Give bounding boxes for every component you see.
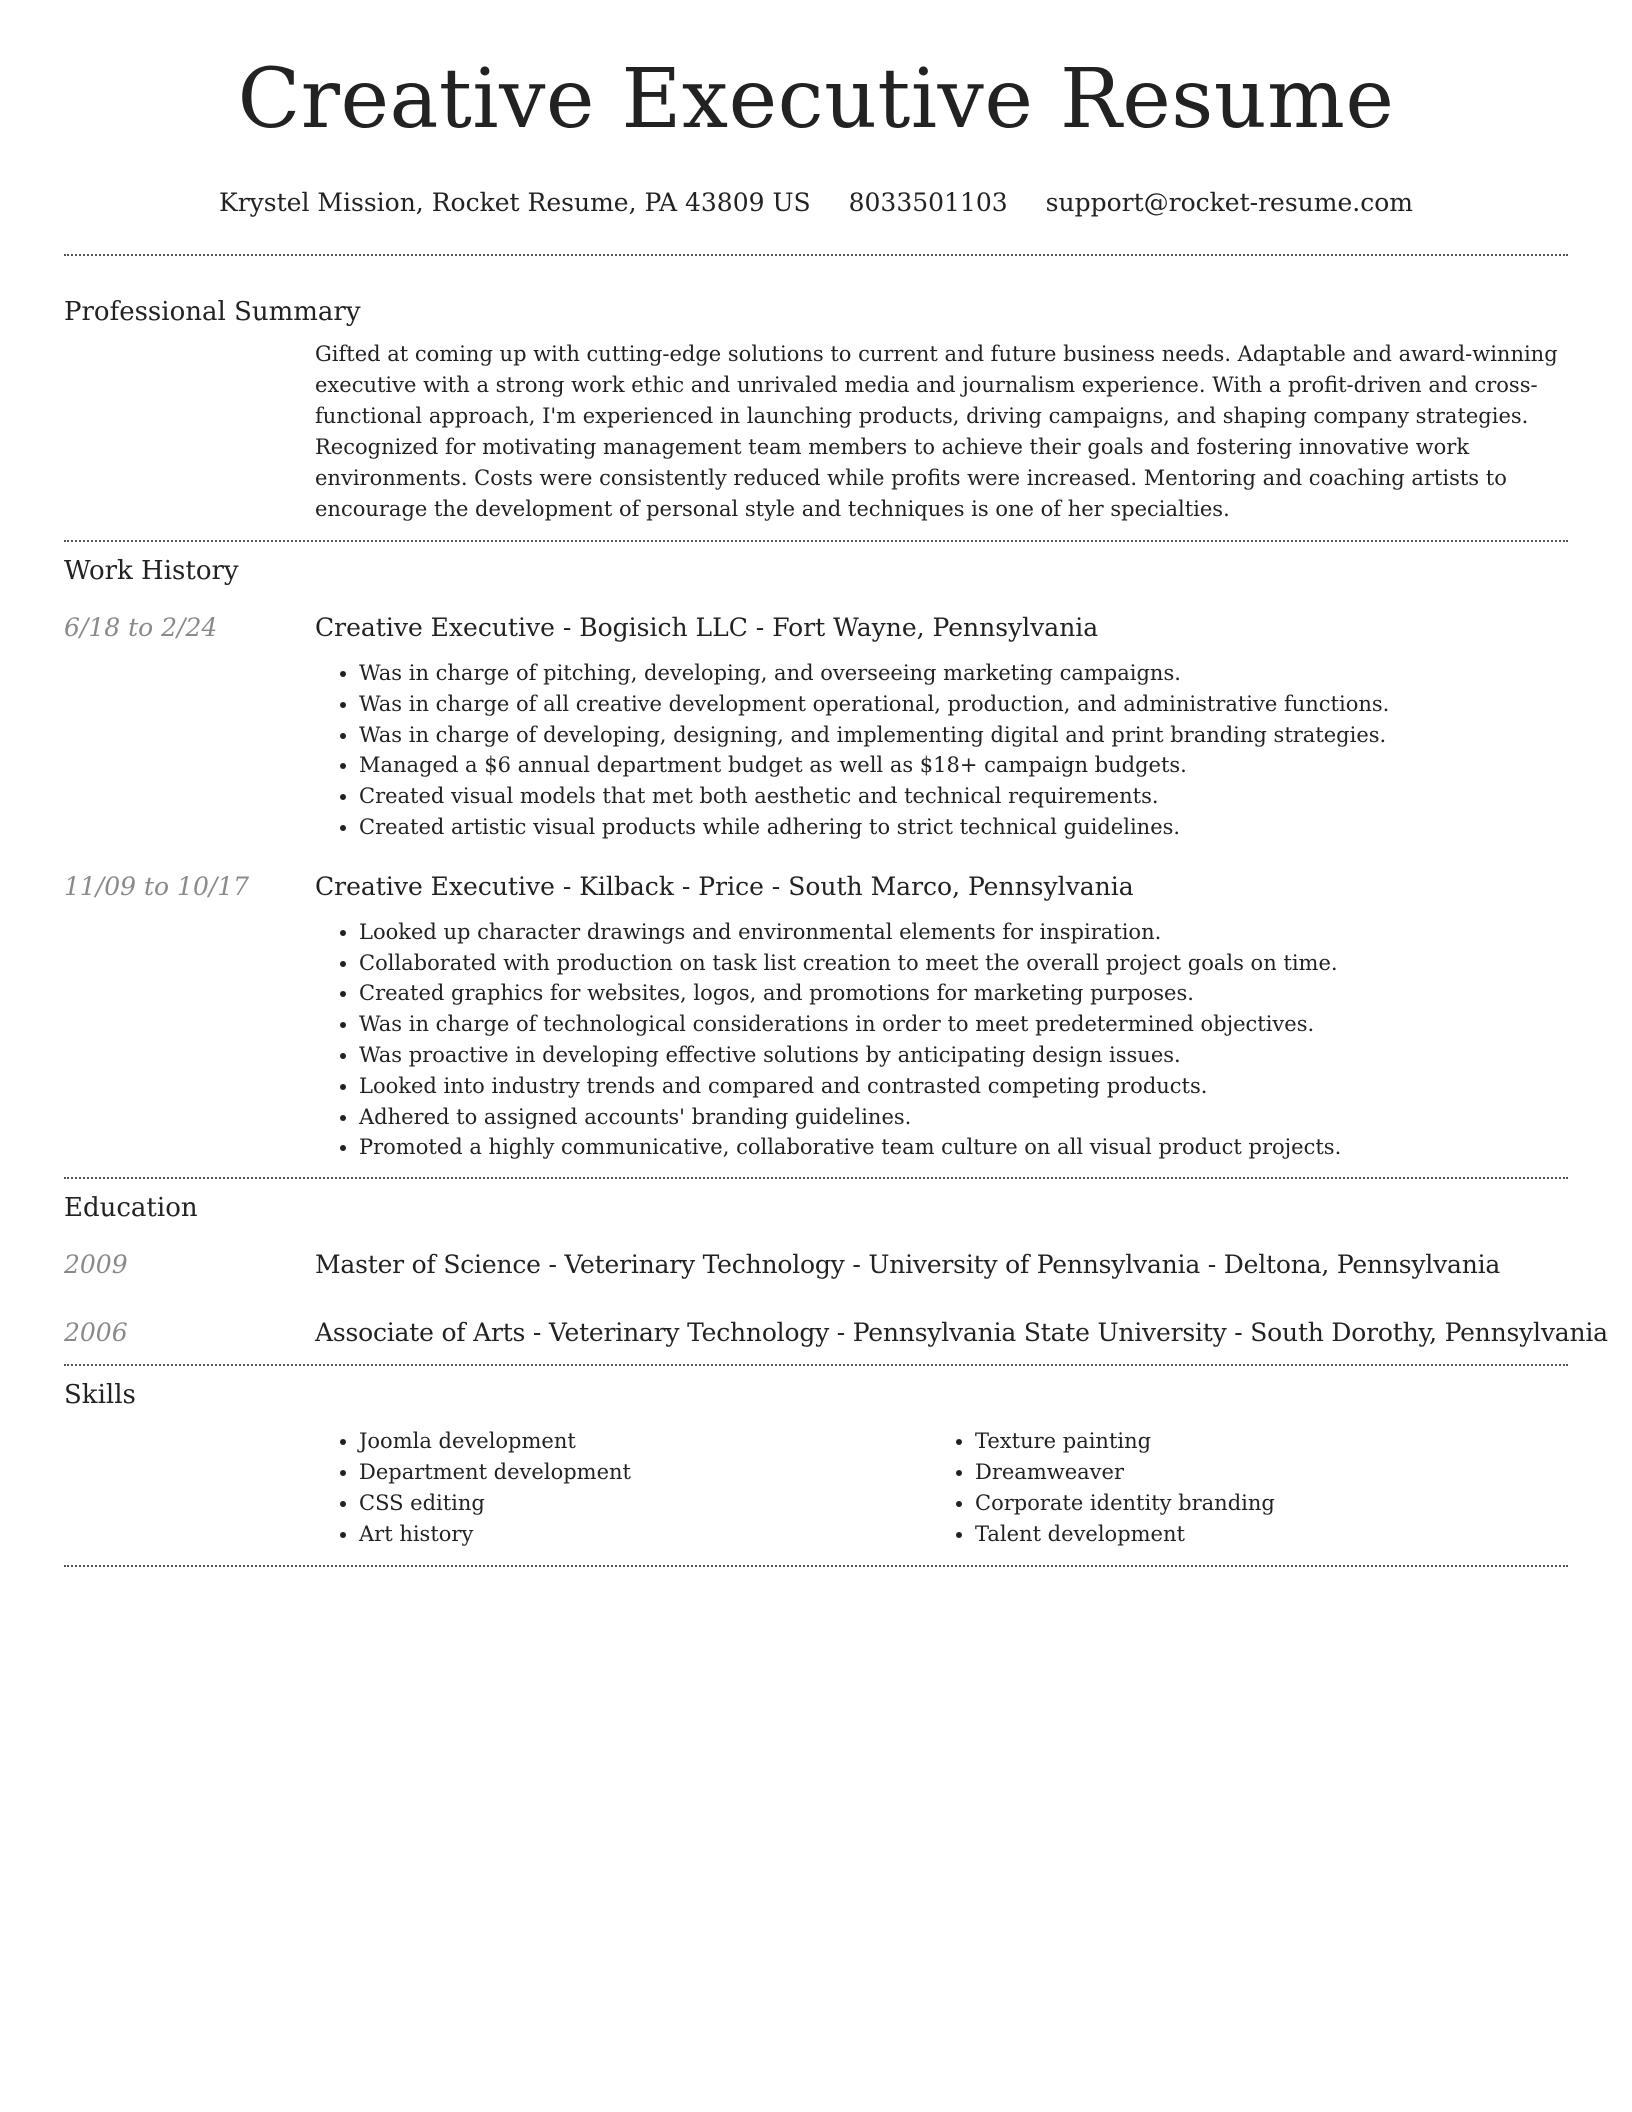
education-degree: Master of Science - Veterinary Technology xyxy=(315,1250,845,1280)
section-divider xyxy=(64,1565,1568,1567)
education-year: 2009 xyxy=(64,1250,128,1280)
job-dates: 6/18 to 2/24 xyxy=(64,613,218,642)
job-duty: • Was in charge of pitching, developing, and overseeing marketing campaigns. xyxy=(359,658,1568,689)
job-title: Creative Executive - Kilback - Price - South Marco, Pennsylvania xyxy=(315,871,1134,901)
education-title xyxy=(315,1318,1608,1348)
job-duty: • Was in charge of technological considerations in order to meet predetermined objectives. xyxy=(359,1009,1568,1040)
skill-item: • Art history xyxy=(359,1519,931,1550)
education-degree: Associate of Arts - Veterinary Technology xyxy=(315,1318,830,1348)
job-title: Creative Executive - Bogisich LLC - Fort Wayne, Pennsylvania xyxy=(315,613,1099,642)
section-divider xyxy=(64,540,1568,542)
education-entry xyxy=(64,1318,1608,1348)
education-title xyxy=(315,1250,1500,1280)
resume-page xyxy=(64,0,1608,1567)
job-duty: • Looked up character drawings and environmental elements for inspiration. xyxy=(359,917,1568,948)
job-duty: • Looked into industry trends and compared and contrasted competing products. xyxy=(359,1071,1568,1102)
section-divider xyxy=(64,1177,1568,1179)
contact-phone: 8033501103 xyxy=(848,188,1008,217)
skill-item: • Corporate identity branding xyxy=(975,1488,1547,1519)
job-dates: 11/09 to 10/17 xyxy=(64,871,250,901)
job-duty: • Was in charge of developing, designing, and implementing digital and print branding strategies. xyxy=(359,720,1568,751)
job-duties xyxy=(64,658,1568,843)
skill-item: • CSS editing xyxy=(359,1488,931,1519)
work-history-heading: Work History xyxy=(64,556,239,586)
education-heading: Education xyxy=(64,1193,198,1224)
skills-column-left xyxy=(315,1426,931,1550)
skill-item: • Joomla development xyxy=(359,1426,931,1457)
job-duty: • Was proactive in developing effective solutions by anticipating design issues. xyxy=(359,1040,1568,1071)
job-duty: • Managed a $6 annual department budget as well as $18+ campaign budgets. xyxy=(359,750,1568,781)
skill-item: • Dreamweaver xyxy=(975,1457,1547,1488)
job-duties xyxy=(64,917,1568,1163)
job-duty: • Collaborated with production on task list creation to meet the overall project goals on time. xyxy=(359,948,1568,979)
job-duty: • Created graphics for websites, logos, and promotions for marketing purposes. xyxy=(359,978,1568,1009)
job-duty: • Was in charge of all creative development operational, production, and administrative functions. xyxy=(359,689,1568,720)
education-school: - Pennsylvania State University - South Dorothy, Pennsylvania xyxy=(829,1318,1608,1348)
job-duty: • Adhered to assigned accounts' branding guidelines. xyxy=(359,1102,1568,1133)
education-year: 2006 xyxy=(64,1318,128,1348)
job-duty: • Created artistic visual products while adhering to strict technical guidelines. xyxy=(359,812,1568,843)
contact-email: support@rocket-resume.com xyxy=(1045,188,1413,217)
job-entry xyxy=(64,613,1568,843)
skills-column-right xyxy=(931,1426,1547,1550)
summary-text: Gifted at coming up with cutting-edge solutions to current and future business needs. Adaptable and award-winning executive with a strong work ethic and unrivaled media and journalism experience. With a profit-driven and cross-functional approach, I'm experienced in launching products, driving campaigns, and shaping company strategies. Recognized for motivating management team members to achieve their goals and fostering innovative work environments. Costs were consistently reduced while profits were increased. Mentoring and coaching artists to encourage the development of personal style and techniques is one of her specialties. xyxy=(315,342,1558,521)
contact-info xyxy=(64,188,1568,218)
skills-list xyxy=(64,1426,1568,1550)
job-duty: • Created visual models that met both aesthetic and technical requirements. xyxy=(359,781,1568,812)
resume-title: Creative Executive Resume xyxy=(237,52,1395,147)
skill-item: • Department development xyxy=(359,1457,931,1488)
job-entry xyxy=(64,872,1568,1163)
summary-heading: Professional Summary xyxy=(64,297,361,327)
section-divider xyxy=(64,1364,1568,1366)
section-divider xyxy=(64,254,1568,256)
education-school: - University of Pennsylvania - Deltona, Pennsylvania xyxy=(844,1250,1501,1280)
skill-item: • Talent development xyxy=(975,1519,1547,1550)
contact-address: Krystel Mission, Rocket Resume, PA 43809 US xyxy=(219,188,811,217)
job-duty: • Promoted a highly communicative, collaborative team culture on all visual product projects. xyxy=(359,1132,1568,1163)
skills-heading: Skills xyxy=(64,1380,136,1411)
education-entry xyxy=(64,1250,1568,1280)
skill-item: • Texture painting xyxy=(975,1426,1547,1457)
